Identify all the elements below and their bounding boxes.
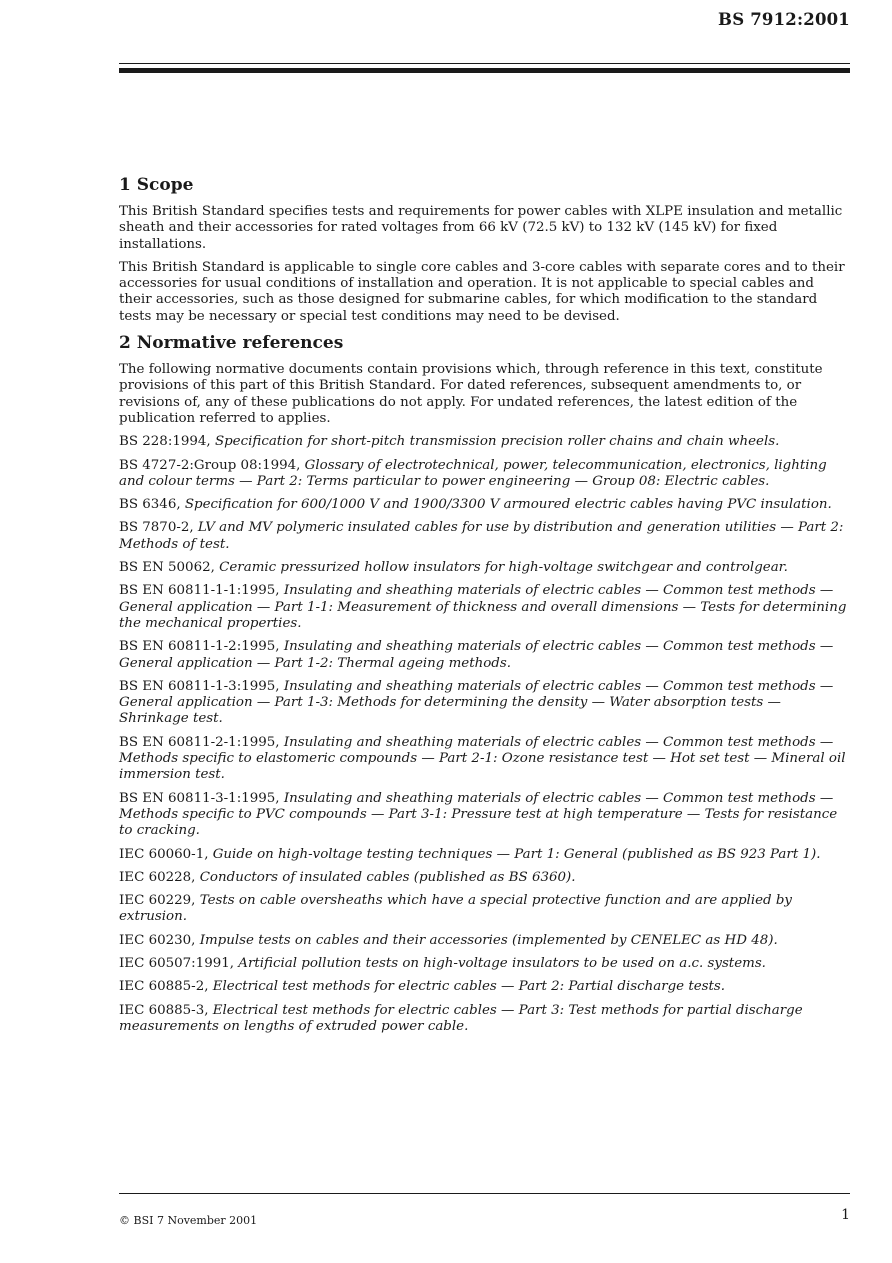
reference-item <box>119 791 850 840</box>
reference-code: IEC 60885-3, <box>119 1002 213 1018</box>
reference-title: Glossary of electrotechnical, power, telecommunication, electronics, lighting and colour terms — Part 2: Terms particular to power engineering — Group 08: Electric cables. <box>119 457 827 489</box>
reference-code: BS EN 60811-3-1:1995, <box>119 790 284 806</box>
reference-code: BS 4727-2:Group 08:1994, <box>119 457 305 473</box>
reference-title: Insulating and sheathing materials of electric cables — Common test methods — General application — Part 1-1: Measurement of thickness and overall dimensions — Tests for determining the mechanical properties. <box>119 583 847 631</box>
reference-item <box>119 639 850 672</box>
reference-title: Guide on high-voltage testing techniques — Part 1: General (published as BS 923 Part 1). <box>212 846 821 862</box>
reference-item <box>119 847 850 863</box>
reference-title: Electrical test methods for electric cables — Part 2: Partial discharge tests. <box>212 979 726 995</box>
reference-code: BS 7870-2, <box>119 520 198 536</box>
reference-item <box>119 458 850 491</box>
reference-code: BS EN 60811-2-1:1995, <box>119 734 284 750</box>
reference-title: Insulating and sheathing materials of electric cables — Common test methods — Methods specific to PVC compounds — Part 3-1: Pressure test at high temperature — Tests for resistance to cracking. <box>119 790 838 839</box>
reference-title: Insulating and sheathing materials of electric cables — Common test methods — General application — Part 1-3: Methods for determining the density — Water absorption tests — Shrinkage test. <box>119 678 834 727</box>
section-heading: 2 Normative references <box>119 333 344 354</box>
section-scope <box>119 174 850 325</box>
reference-item <box>119 979 850 995</box>
reference-title: Specification for short-pitch transmission precision roller chains and chain wheels. <box>214 434 780 450</box>
reference-code: IEC 60228, <box>119 869 200 885</box>
reference-item <box>119 933 850 949</box>
section-normative-references <box>119 332 850 1035</box>
reference-item <box>119 956 850 972</box>
reference-title: LV and MV polymeric insulated cables for use by distribution and generation utilities — Part 2: Methods of test. <box>119 520 844 552</box>
reference-item <box>119 1003 850 1036</box>
reference-title: Impulse tests on cables and their accessories (implemented by CENELEC as HD 48). <box>199 932 778 948</box>
reference-title: Insulating and sheathing materials of electric cables — Common test methods — Methods specific to elastomeric compounds — Part 2-1: Ozone resistance test — Hot set test — Mineral oil immersion test. <box>119 734 846 783</box>
reference-item <box>119 520 850 553</box>
reference-item <box>119 735 850 784</box>
page-content <box>119 174 850 1042</box>
header-rule-thick <box>119 68 850 73</box>
reference-code: IEC 60229, <box>119 893 200 909</box>
reference-code: BS EN 60811-1-2:1995, <box>119 639 284 655</box>
reference-title: Conductors of insulated cables (published as BS 6360). <box>199 869 576 885</box>
reference-item <box>119 893 850 926</box>
reference-title: Artificial pollution tests on high-voltage insulators to be used on a.c. systems. <box>238 955 766 971</box>
header-rule-thin <box>119 63 850 64</box>
paragraph: The following normative documents contain provisions which, through reference in this text, constitute provisions of this part of this British Standard. For dated references, subsequent amendments to, or revisions of, any of these publications do not apply. For undated references, the latest edition of the publication referred to applies. <box>119 362 823 426</box>
reference-item <box>119 870 850 886</box>
reference-code: IEC 60230, <box>119 932 200 948</box>
reference-item <box>119 497 850 513</box>
paragraph: This British Standard specifies tests and requirements for power cables with XLPE insulation and metallic sheath and their accessories for rated voltages from 66 kV (72.5 kV) to 132 kV (145 kV) for fixed installations. <box>119 204 843 252</box>
reference-item <box>119 434 850 450</box>
copyright-notice: © BSI 7 November 2001 <box>119 1214 258 1227</box>
reference-code: BS EN 60811-1-3:1995, <box>119 678 284 694</box>
paragraph: This British Standard is applicable to single core cables and 3-core cables with separate cores and to their accessories for usual conditions of installation and operation. It is not applicable to special cables and their accessories, such as those designed for submarine cables, for which modification to the standard tests may be necessary or special test conditions may need to be devised. <box>119 259 845 324</box>
document-code: BS 7912:2001 <box>718 10 850 29</box>
reference-code: BS EN 50062, <box>119 560 220 576</box>
reference-item <box>119 560 850 576</box>
reference-item <box>119 583 850 632</box>
reference-title: Ceramic pressurized hollow insulators for high-voltage switchgear and controlgear. <box>219 560 788 576</box>
reference-code: BS EN 60811-1-1:1995, <box>119 583 284 599</box>
reference-title: Insulating and sheathing materials of electric cables — Common test methods — General application — Part 1-2: Thermal ageing methods. <box>119 639 834 671</box>
reference-title: Electrical test methods for electric cables — Part 3: Test methods for partial discharge measurements on lengths of extruded power cable. <box>119 1002 803 1034</box>
reference-code: BS 228:1994, <box>119 434 215 450</box>
reference-item <box>119 679 850 728</box>
section-heading: 1 Scope <box>119 175 194 195</box>
reference-code: BS 6346, <box>119 497 185 513</box>
reference-title: Specification for 600/1000 V and 1900/3300 V armoured electric cables having PVC insulation. <box>184 497 832 513</box>
reference-code: IEC 60060-1, <box>119 846 213 862</box>
reference-title: Tests on cable oversheaths which have a special protective function and are applied by extrusion. <box>119 893 792 925</box>
footer-rule <box>119 1193 850 1194</box>
page-number: 1 <box>841 1207 850 1223</box>
reference-list <box>119 434 850 1035</box>
reference-code: IEC 60507:1991, <box>119 955 239 971</box>
reference-code: IEC 60885-2, <box>119 979 213 995</box>
